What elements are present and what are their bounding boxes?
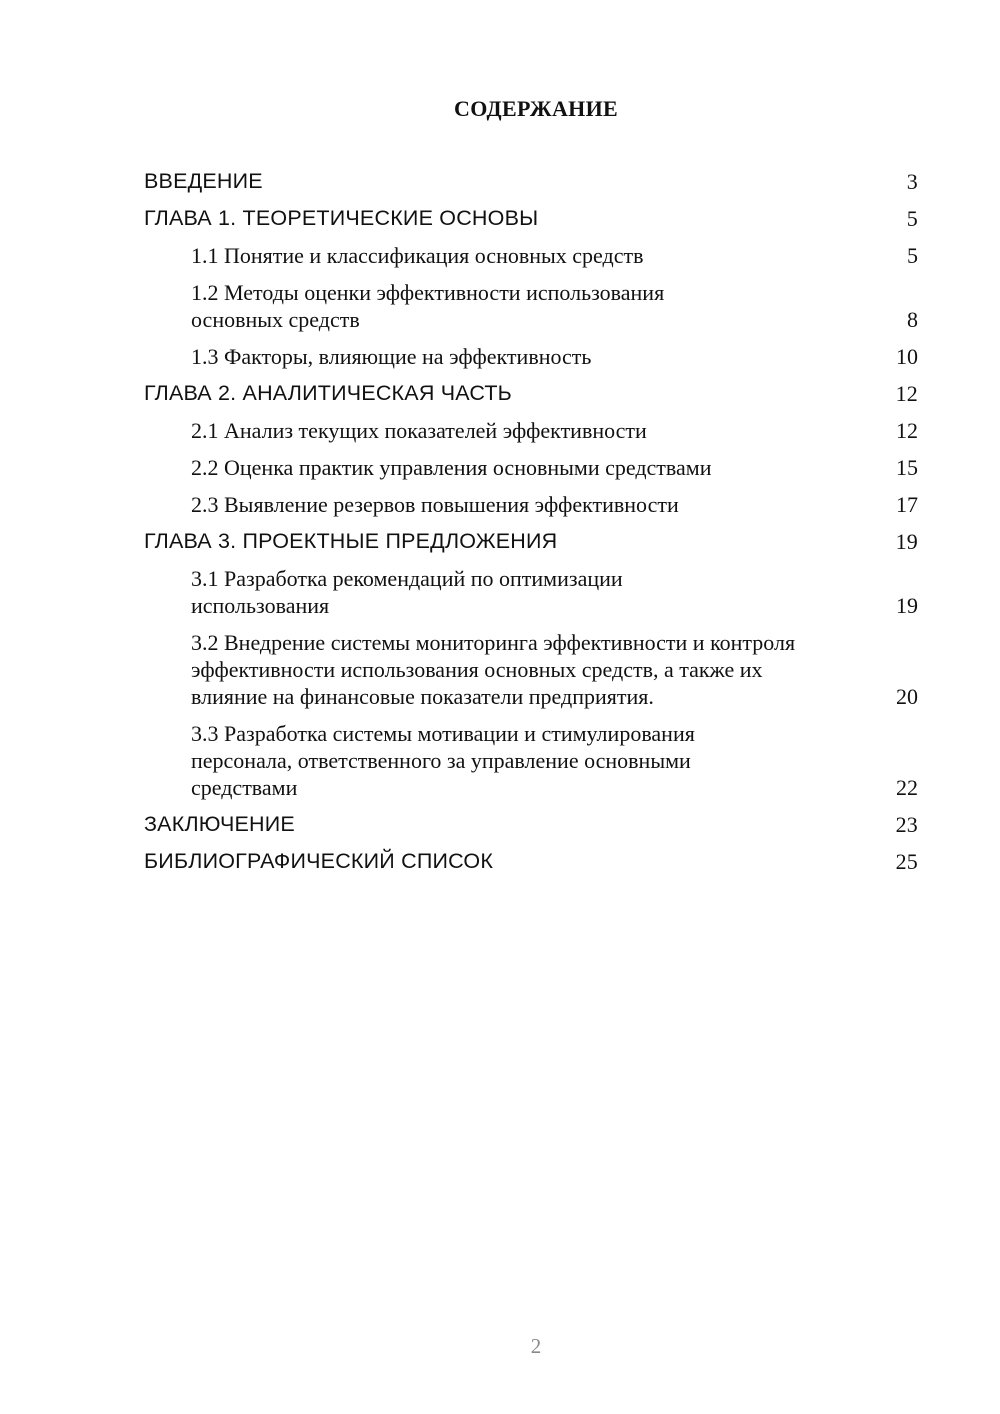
- toc-entry-label: 1.2 Методы оценки эффективности использования основных средств: [191, 280, 665, 332]
- toc-entry-label: ГЛАВА 2. АНАЛИТИЧЕСКАЯ ЧАСТЬ: [144, 381, 512, 405]
- toc-entry-page: 10: [896, 344, 918, 369]
- toc-entry-chapter-3[interactable]: [144, 528, 918, 555]
- toc-entry-section-1-1[interactable]: [144, 242, 918, 269]
- page-number: 2: [530, 1334, 542, 1358]
- toc-entry-section-3-2[interactable]: [144, 629, 918, 710]
- toc-entry-page: 17: [896, 492, 918, 517]
- toc-entry-page: 19: [896, 593, 918, 618]
- toc-entry-page: 5: [907, 243, 918, 268]
- toc-entry-label: 1.3 Факторы, влияющие на эффективность: [191, 344, 592, 369]
- toc-entry-page: 19: [895, 529, 918, 554]
- page-title: СОДЕРЖАНИЕ: [454, 96, 618, 121]
- toc-entry-page: 25: [895, 849, 918, 874]
- toc-entry-label: ГЛАВА 3. ПРОЕКТНЫЕ ПРЕДЛОЖЕНИЯ: [144, 529, 558, 553]
- toc-entry-section-2-3[interactable]: [144, 491, 918, 518]
- toc-entry-section-2-1[interactable]: [144, 417, 918, 444]
- toc-entry-page: 3: [906, 169, 918, 194]
- toc-entry-page: 8: [907, 307, 918, 332]
- toc-entry-label: БИБЛИОГРАФИЧЕСКИЙ СПИСОК: [144, 849, 494, 873]
- toc-entry-page: 22: [896, 775, 918, 800]
- toc-entry-label: 1.1 Понятие и классификация основных средств: [191, 243, 644, 268]
- toc-entry-label: ВВЕДЕНИЕ: [144, 169, 263, 193]
- toc-entry-section-2-2[interactable]: [144, 454, 918, 481]
- toc-entry-introduction[interactable]: [144, 168, 918, 195]
- toc-entry-page: 5: [906, 206, 918, 231]
- toc-entry-label: 2.3 Выявление резервов повышения эффективности: [191, 492, 679, 517]
- toc-entry-page: 23: [895, 812, 918, 837]
- toc-entry-section-3-3[interactable]: [144, 720, 918, 801]
- toc-entry-label: ГЛАВА 1. ТЕОРЕТИЧЕСКИЕ ОСНОВЫ: [144, 206, 539, 230]
- toc-entry-chapter-2[interactable]: [144, 380, 918, 407]
- toc-entry-label: 3.1 Разработка рекомендаций по оптимизации использования: [191, 566, 623, 618]
- toc-entry-label: 3.2 Внедрение системы мониторинга эффективности и контроля эффективности использования основных средств, а также их влияние на финансовые показатели предприятия.: [191, 630, 796, 709]
- toc-entry-bibliography[interactable]: [144, 848, 918, 875]
- toc-entry-section-1-2[interactable]: [144, 279, 918, 333]
- toc-entry-label: 3.3 Разработка системы мотивации и стимулирования персонала, ответственного за управление основными средствами: [191, 721, 695, 800]
- toc-entry-page: 12: [896, 418, 918, 443]
- toc-entry-chapter-1[interactable]: [144, 205, 918, 232]
- toc-entry-label: 2.2 Оценка практик управления основными средствами: [191, 455, 712, 480]
- table-of-contents: [144, 168, 918, 885]
- toc-entry-page: 12: [895, 381, 918, 406]
- toc-entry-page: 15: [896, 455, 918, 480]
- toc-entry-conclusion[interactable]: [144, 811, 918, 838]
- toc-entry-section-1-3[interactable]: [144, 343, 918, 370]
- toc-entry-label: 2.1 Анализ текущих показателей эффективности: [191, 418, 647, 443]
- toc-entry-label: ЗАКЛЮЧЕНИЕ: [144, 812, 295, 836]
- toc-entry-page: 20: [896, 684, 918, 709]
- toc-entry-section-3-1[interactable]: [144, 565, 918, 619]
